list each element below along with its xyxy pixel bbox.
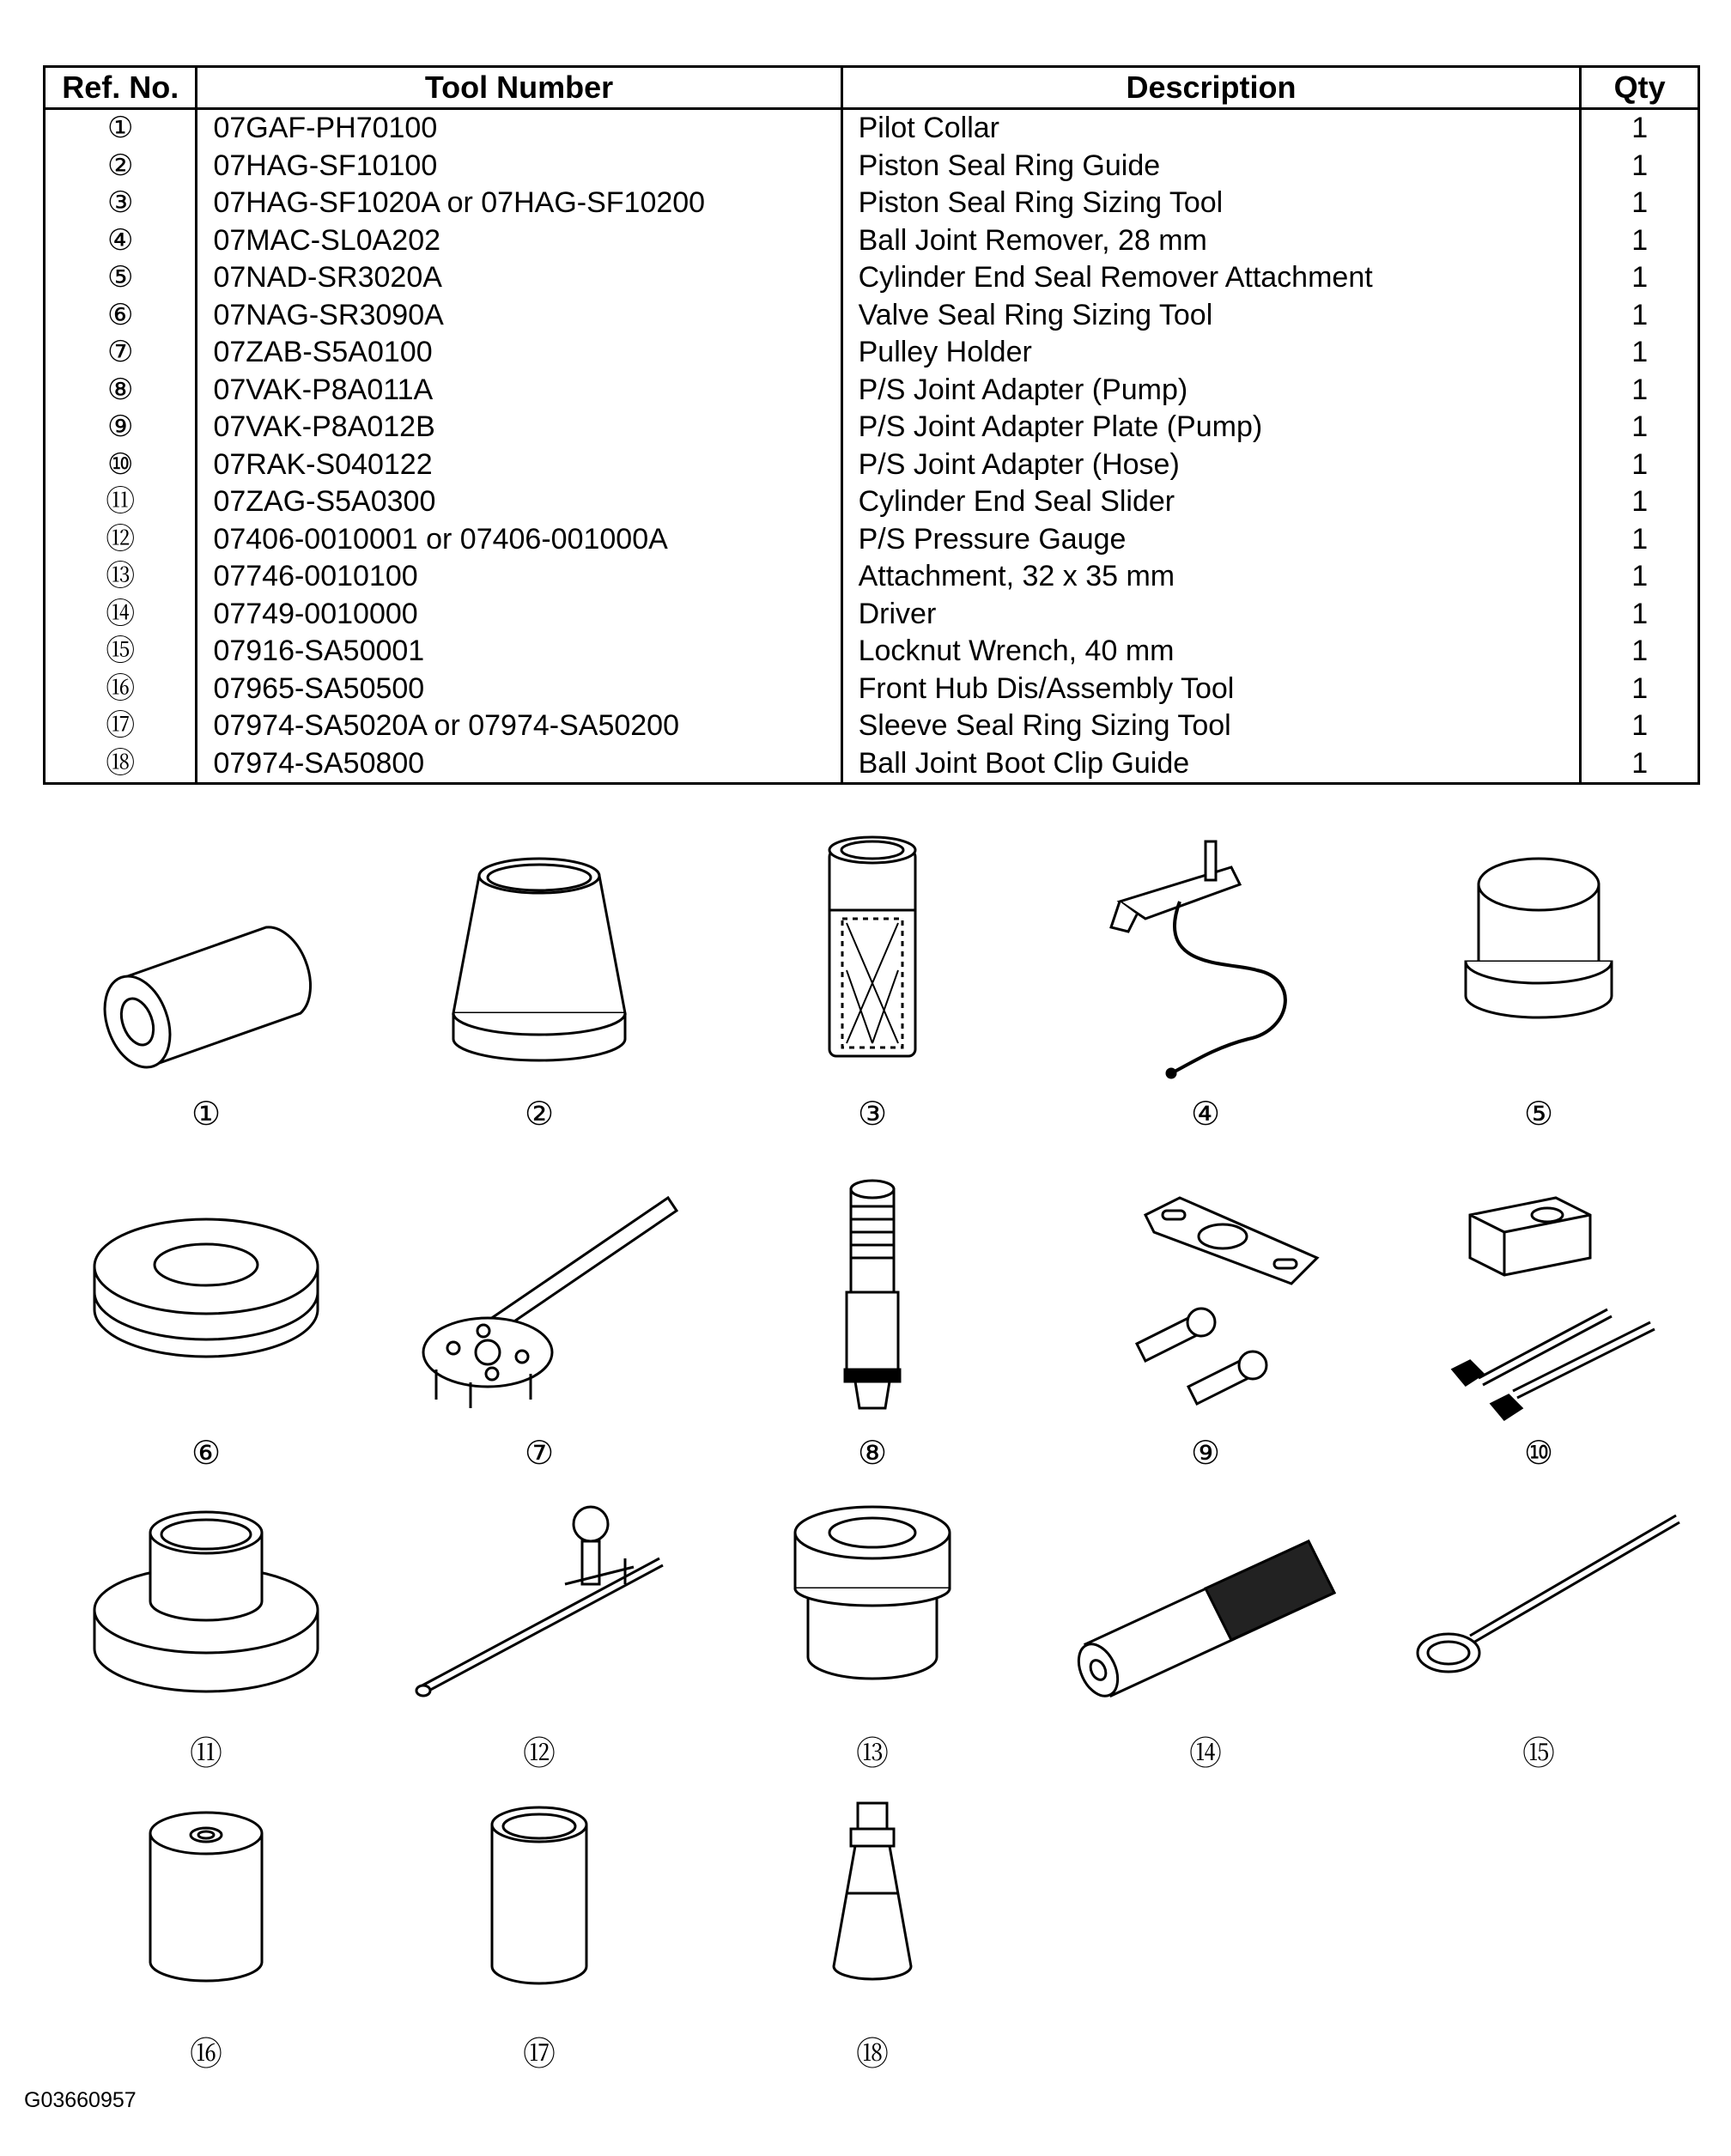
qty-cell: 1 <box>1581 558 1699 596</box>
tool-number-cell: 07VAK-P8A012B <box>197 409 841 446</box>
sleeve-sizing-tool-icon <box>385 1764 694 2039</box>
qty-cell: 1 <box>1581 297 1699 335</box>
table-row <box>45 409 1699 446</box>
tool-number-cell: 07RAK-S040122 <box>197 446 841 484</box>
table-row <box>45 222 1699 260</box>
tool-number-cell: 07749-0010000 <box>197 596 841 634</box>
seal-remover-attachment-icon <box>1384 824 1693 1099</box>
qty-cell: 1 <box>1581 334 1699 372</box>
figure-label: ⑥ <box>191 1436 222 1472</box>
tool-number-cell: 07HAG-SF1020A or 07HAG-SF10200 <box>197 185 841 222</box>
qty-cell: 1 <box>1581 109 1699 148</box>
figure-6 <box>52 1163 361 1490</box>
ref-no-cell: ① <box>106 112 134 144</box>
description-cell: Piston Seal Ring Guide <box>841 148 1581 185</box>
sizing-tool-icon <box>718 824 1027 1099</box>
ref-no-cell: ⑮ <box>106 635 136 667</box>
figure-5 <box>1384 824 1693 1151</box>
figure-code: G03660957 <box>24 2088 137 2112</box>
figure-label: ⑧ <box>857 1436 888 1472</box>
tool-number-cell: 07916-SA50001 <box>197 633 841 671</box>
table-row <box>45 558 1699 596</box>
description-cell: Ball Joint Remover, 28 mm <box>841 222 1581 260</box>
description-cell: Piston Seal Ring Sizing Tool <box>841 185 1581 222</box>
figure-7 <box>385 1163 694 1490</box>
qty-cell: 1 <box>1581 222 1699 260</box>
qty-cell: 1 <box>1581 446 1699 484</box>
pulley-holder-icon <box>385 1163 694 1438</box>
figure-17 <box>385 1764 694 2091</box>
tool-number-cell: 07MAC-SL0A202 <box>197 222 841 260</box>
description-cell: Cylinder End Seal Slider <box>841 483 1581 521</box>
description-cell: Pulley Holder <box>841 334 1581 372</box>
seal-slider-icon <box>52 1464 361 1739</box>
figure-label: ⑬ <box>855 1736 889 1772</box>
ref-no-cell: ⑦ <box>106 336 134 368</box>
figure-10 <box>1384 1163 1693 1490</box>
figure-14 <box>1051 1464 1360 1790</box>
table-row <box>45 633 1699 671</box>
figure-label: ⑮ <box>1521 1736 1555 1772</box>
table-row <box>45 446 1699 484</box>
qty-cell: 1 <box>1581 708 1699 745</box>
locknut-wrench-icon <box>1384 1464 1693 1739</box>
boot-clip-guide-icon <box>718 1764 1027 2039</box>
ball-joint-remover-icon <box>1051 824 1360 1099</box>
qty-cell: 1 <box>1581 633 1699 671</box>
table-row <box>45 109 1699 148</box>
figure-1 <box>52 824 361 1151</box>
description-cell: Cylinder End Seal Remover Attachment <box>841 259 1581 297</box>
qty-cell: 1 <box>1581 671 1699 708</box>
description-cell: Attachment, 32 x 35 mm <box>841 558 1581 596</box>
figure-13 <box>718 1464 1027 1790</box>
figure-16 <box>52 1764 361 2091</box>
pilot-collar-icon <box>52 824 361 1099</box>
figure-9 <box>1051 1163 1360 1490</box>
description-cell: Pilot Collar <box>841 109 1581 148</box>
ref-no-cell: ③ <box>106 186 134 219</box>
valve-seal-sizing-ring-icon <box>52 1163 361 1438</box>
table-row <box>45 708 1699 745</box>
figure-label: ⑭ <box>1188 1736 1222 1772</box>
table-row <box>45 148 1699 185</box>
figure-label: ⑤ <box>1523 1096 1554 1133</box>
table-row <box>45 334 1699 372</box>
figure-label: ③ <box>857 1096 888 1133</box>
figure-label: ⑫ <box>522 1736 556 1772</box>
tool-number-cell: 07HAG-SF10100 <box>197 148 841 185</box>
tool-number-cell: 07406-0010001 or 07406-001000A <box>197 521 841 559</box>
ref-no-cell: ⑨ <box>106 410 134 443</box>
ref-no-cell: ⑥ <box>106 298 134 331</box>
qty-cell: 1 <box>1581 483 1699 521</box>
ref-no-cell: ⑪ <box>106 485 136 518</box>
table-row <box>45 259 1699 297</box>
ref-no-cell: ⑯ <box>106 671 136 705</box>
description-cell: P/S Joint Adapter (Hose) <box>841 446 1581 484</box>
header-tool-number: Tool Number <box>197 67 841 109</box>
header-qty: Qty <box>1581 67 1699 109</box>
table-row <box>45 185 1699 222</box>
ref-no-cell: ② <box>106 149 134 182</box>
joint-adapter-pump-icon <box>718 1163 1027 1438</box>
adapter-plate-icon <box>1051 1163 1360 1438</box>
figure-12 <box>385 1464 694 1790</box>
figure-label: ① <box>191 1096 222 1133</box>
figure-11 <box>52 1464 361 1790</box>
table-header-row <box>45 67 1699 109</box>
qty-cell: 1 <box>1581 148 1699 185</box>
figure-label: ⑨ <box>1190 1436 1221 1472</box>
tool-number-cell: 07NAD-SR3020A <box>197 259 841 297</box>
tool-number-cell: 07965-SA50500 <box>197 671 841 708</box>
description-cell: P/S Pressure Gauge <box>841 521 1581 559</box>
header-description: Description <box>841 67 1581 109</box>
figure-label: ⑪ <box>189 1736 222 1772</box>
tool-number-cell: 07GAF-PH70100 <box>197 109 841 148</box>
ref-no-cell: ⑬ <box>106 560 136 592</box>
tool-number-cell: 07974-SA5020A or 07974-SA50200 <box>197 708 841 745</box>
qty-cell: 1 <box>1581 521 1699 559</box>
description-cell: Locknut Wrench, 40 mm <box>841 633 1581 671</box>
tool-number-cell: 07ZAG-S5A0300 <box>197 483 841 521</box>
table-row <box>45 521 1699 559</box>
tool-number-cell: 07746-0010100 <box>197 558 841 596</box>
attachment-icon <box>718 1464 1027 1739</box>
qty-cell: 1 <box>1581 372 1699 410</box>
figure-2 <box>385 824 694 1151</box>
driver-icon <box>1051 1464 1360 1739</box>
ref-no-cell: ⑱ <box>106 746 136 780</box>
figure-label: ⑰ <box>522 2037 556 2073</box>
description-cell: P/S Joint Adapter Plate (Pump) <box>841 409 1581 446</box>
description-cell: Front Hub Dis/Assembly Tool <box>841 671 1581 708</box>
description-cell: Sleeve Seal Ring Sizing Tool <box>841 708 1581 745</box>
description-cell: Valve Seal Ring Sizing Tool <box>841 297 1581 335</box>
figure-15 <box>1384 1464 1693 1790</box>
figure-18 <box>718 1764 1027 2091</box>
figure-label: ⑦ <box>524 1436 555 1472</box>
ref-no-cell: ⑧ <box>106 373 134 406</box>
description-cell: Ball Joint Boot Clip Guide <box>841 745 1581 784</box>
figure-label: ⑩ <box>1523 1436 1554 1472</box>
description-cell: P/S Joint Adapter (Pump) <box>841 372 1581 410</box>
table-row <box>45 671 1699 708</box>
ref-no-cell: ④ <box>106 223 134 257</box>
figure-3 <box>718 824 1027 1151</box>
header-ref-no: Ref. No. <box>45 67 197 109</box>
qty-cell: 1 <box>1581 259 1699 297</box>
qty-cell: 1 <box>1581 409 1699 446</box>
table-row <box>45 745 1699 784</box>
tool-number-cell: 07VAK-P8A011A <box>197 372 841 410</box>
figure-label: ④ <box>1190 1096 1221 1133</box>
qty-cell: 1 <box>1581 185 1699 222</box>
special-tools-table <box>43 65 1700 785</box>
ref-no-cell: ⑫ <box>106 522 136 556</box>
table-row <box>45 483 1699 521</box>
figure-label: ② <box>524 1096 555 1133</box>
ref-no-cell: ⑤ <box>106 261 134 294</box>
seal-ring-guide-icon <box>385 824 694 1099</box>
table-row <box>45 372 1699 410</box>
joint-adapter-hose-icon <box>1384 1163 1693 1438</box>
ref-no-cell: ⑭ <box>106 597 136 630</box>
description-cell: Driver <box>841 596 1581 634</box>
figure-4 <box>1051 824 1360 1151</box>
table-row <box>45 297 1699 335</box>
ref-no-cell: ⑰ <box>106 709 136 742</box>
pressure-gauge-icon <box>385 1464 694 1739</box>
qty-cell: 1 <box>1581 596 1699 634</box>
figure-8 <box>718 1163 1027 1490</box>
qty-cell: 1 <box>1581 745 1699 784</box>
tool-number-cell: 07NAG-SR3090A <box>197 297 841 335</box>
tool-number-cell: 07974-SA50800 <box>197 745 841 784</box>
hub-tool-icon <box>52 1764 361 2039</box>
figure-label: ⑱ <box>855 2037 889 2073</box>
ref-no-cell: ⑩ <box>106 447 134 481</box>
tool-number-cell: 07ZAB-S5A0100 <box>197 334 841 372</box>
table-row <box>45 596 1699 634</box>
figure-label: ⑯ <box>189 2037 222 2073</box>
